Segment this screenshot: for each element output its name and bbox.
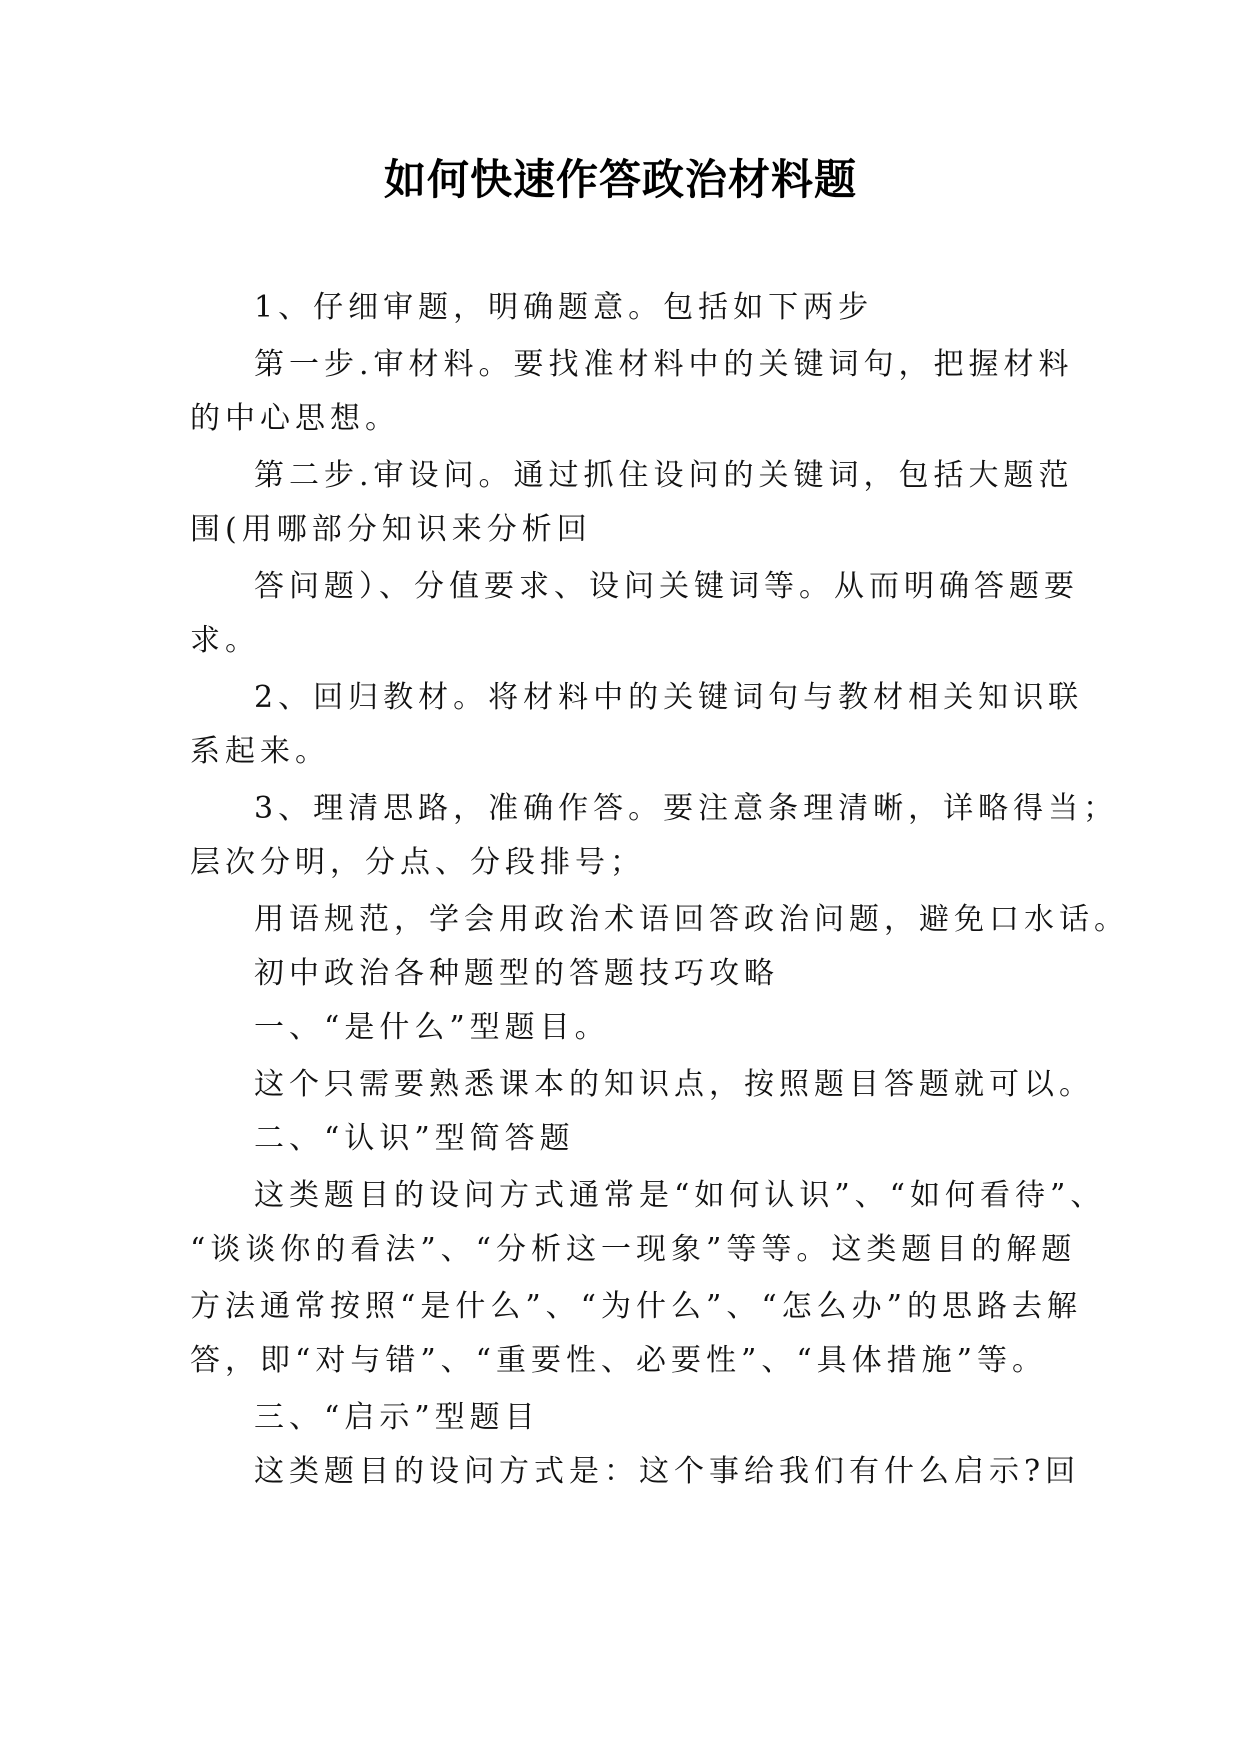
text-line: 第二步.审设问。通过抓住设问的关键词，包括大题范	[254, 458, 1074, 493]
text-line: 1、仔细审题，明确题意。包括如下两步	[254, 290, 874, 325]
text-line: 的中心思想。	[190, 401, 400, 436]
text-line: “谈谈你的看法”、“分析这一现象”等等。这类题目的解题	[190, 1232, 1077, 1267]
text-line: 答问题）、分值要求、设问关键词等。从而明确答题要	[254, 569, 1079, 604]
text-line: 2、回归教材。将材料中的关键词句与教材相关知识联	[254, 680, 1084, 715]
text-line: 层次分明，分点、分段排号；	[190, 845, 645, 880]
text-line: 初中政治各种题型的答题技巧攻略	[254, 956, 779, 991]
text-line: 求。	[190, 623, 260, 658]
text-line: 这个只需要熟悉课本的知识点，按照题目答题就可以。	[254, 1067, 1094, 1102]
text-line: 第一步.审材料。要找准材料中的关键词句，把握材料	[254, 347, 1074, 382]
text-line: 三、“启示”型题目	[254, 1400, 540, 1435]
text-line: 3、理清思路，准确作答。要注意条理清晰，详略得当；	[254, 791, 1119, 826]
text-line: 用语规范，学会用政治术语回答政治问题，避免口水话。	[254, 902, 1129, 937]
text-line: 二、“认识”型简答题	[254, 1121, 575, 1156]
text-line: 这类题目的设问方式通常是“如何认识”、“如何看待”、	[254, 1178, 1106, 1213]
text-line: 方法通常按照“是什么”、“为什么”、“怎么办”的思路去解	[190, 1289, 1083, 1324]
text-line: 系起来。	[190, 734, 330, 769]
text-line: 一、“是什么”型题目。	[254, 1010, 610, 1045]
text-line: 答，即“对与错”、“重要性、必要性”、“具体措施”等。	[190, 1343, 1048, 1378]
document-title: 如何快速作答政治材料题	[383, 155, 857, 204]
text-line: 围(用哪部分知识来分析回	[190, 512, 592, 547]
text-line: 这类题目的设问方式是：这个事给我们有什么启示?回	[254, 1454, 1081, 1489]
